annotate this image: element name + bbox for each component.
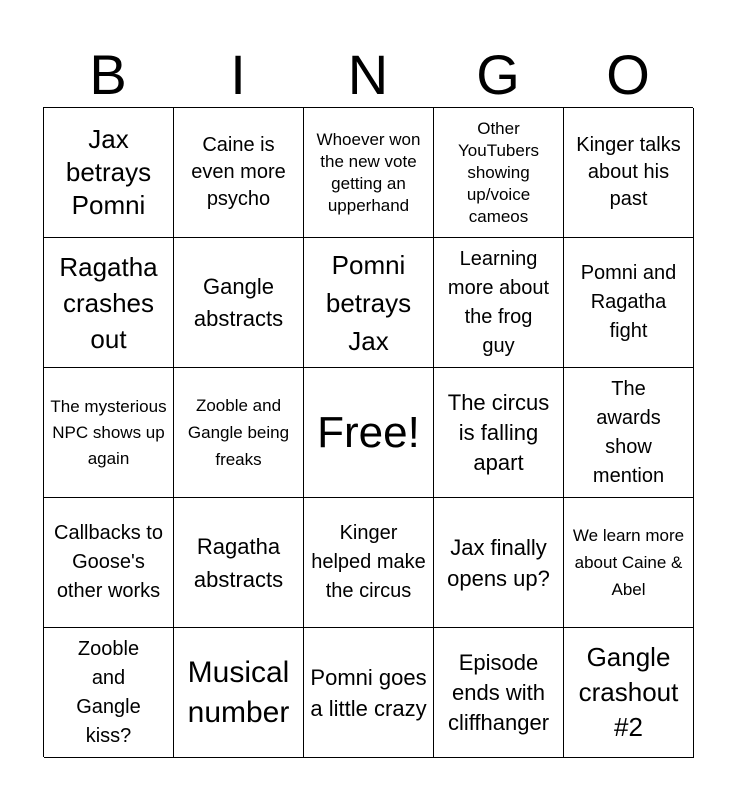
bingo-cell-r5c4[interactable]: Episode ends with cliffhanger bbox=[434, 628, 564, 758]
bingo-cell-r4c4[interactable]: Jax finally opens up? bbox=[434, 498, 564, 628]
bingo-cell-r1c5[interactable]: Kinger talks about his past bbox=[564, 108, 694, 238]
header-letter-n: N bbox=[347, 43, 389, 106]
header-letter-b: B bbox=[89, 43, 127, 106]
header-letter-o: O bbox=[606, 43, 650, 106]
bingo-cell-r3c3-free[interactable]: Free! bbox=[304, 368, 434, 498]
bingo-cell-r3c4[interactable]: The circus is falling apart bbox=[434, 368, 564, 498]
bingo-header bbox=[43, 44, 693, 106]
bingo-cell-r1c3[interactable]: Whoever won the new vote getting an upperhand bbox=[304, 108, 434, 238]
bingo-cell-r2c4[interactable]: Learning more about the frog guy bbox=[434, 238, 564, 368]
bingo-cell-r5c5[interactable]: Gangle crashout #2 bbox=[564, 628, 694, 758]
bingo-cell-r2c3[interactable]: Pomni betrays Jax bbox=[304, 238, 434, 368]
header-letter-i: I bbox=[230, 43, 246, 106]
bingo-card-grid bbox=[43, 107, 693, 757]
bingo-cell-r2c2[interactable]: Gangle abstracts bbox=[174, 238, 304, 368]
bingo-cell-r3c5[interactable]: The awards show mention bbox=[564, 368, 694, 498]
bingo-cell-r1c4[interactable]: Other YouTubers showing up/voice cameos bbox=[434, 108, 564, 238]
bingo-cell-r4c3[interactable]: Kinger helped make the circus bbox=[304, 498, 434, 628]
bingo-cell-r2c5[interactable]: Pomni and Ragatha fight bbox=[564, 238, 694, 368]
bingo-cell-r3c2[interactable]: Zooble and Gangle being freaks bbox=[174, 368, 304, 498]
bingo-cell-r4c5[interactable]: We learn more about Caine & Abel bbox=[564, 498, 694, 628]
bingo-cell-r4c2[interactable]: Ragatha abstracts bbox=[174, 498, 304, 628]
bingo-cell-r4c1[interactable]: Callbacks to Goose's other works bbox=[44, 498, 174, 628]
header-letter-g: G bbox=[476, 43, 520, 106]
bingo-cell-r2c1[interactable]: Ragatha crashes out bbox=[44, 238, 174, 368]
bingo-cell-r5c1[interactable]: Zooble and Gangle kiss? bbox=[44, 628, 174, 758]
bingo-cell-r5c2[interactable]: Musical number bbox=[174, 628, 304, 758]
bingo-cell-r3c1[interactable]: The mysterious NPC shows up again bbox=[44, 368, 174, 498]
bingo-cell-r1c1[interactable]: Jax betrays Pomni bbox=[44, 108, 174, 238]
bingo-cell-r1c2[interactable]: Caine is even more psycho bbox=[174, 108, 304, 238]
bingo-cell-r5c3[interactable]: Pomni goes a little crazy bbox=[304, 628, 434, 758]
